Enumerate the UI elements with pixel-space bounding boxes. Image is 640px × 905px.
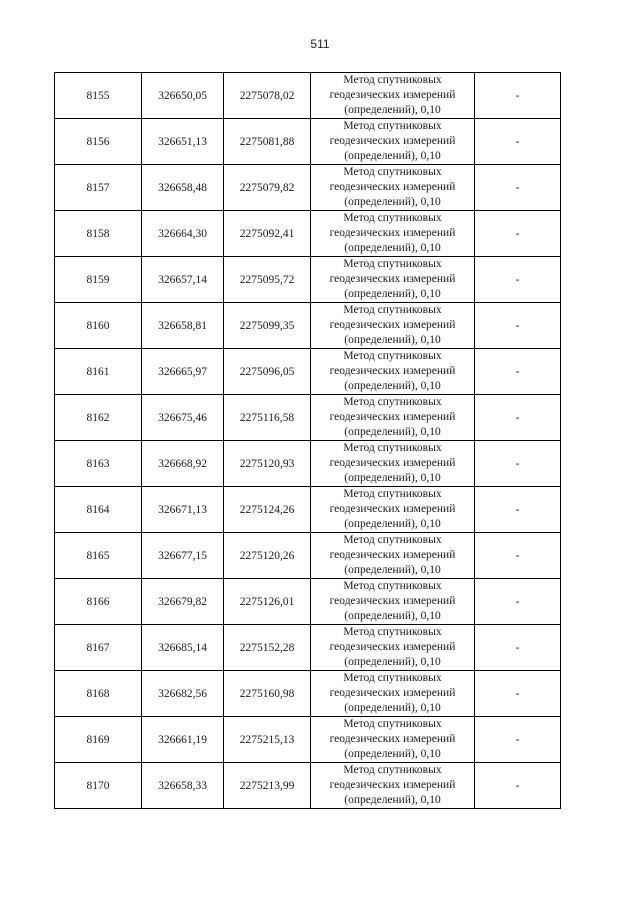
table-row [55, 717, 561, 763]
table-row [55, 257, 561, 303]
method-line: (определений), 0,10 [344, 656, 441, 668]
method-line: Метод спутниковых [343, 304, 442, 316]
coordinates-table-body [55, 73, 561, 809]
point-number-cell: 8161 [55, 349, 142, 395]
method-line: Метод спутниковых [343, 626, 442, 638]
method-cell [311, 303, 475, 349]
method-line: геодезических измерений [329, 549, 456, 561]
x-coordinate-cell: 326682,56 [142, 671, 224, 717]
method-line: (определений), 0,10 [344, 702, 441, 714]
table-row [55, 73, 561, 119]
method-line: (определений), 0,10 [344, 380, 441, 392]
note-cell: - [475, 533, 561, 579]
method-line: (определений), 0,10 [344, 472, 441, 484]
method-line: геодезических измерений [329, 641, 456, 653]
x-coordinate-cell: 326650,05 [142, 73, 224, 119]
method-cell [311, 119, 475, 165]
method-line: (определений), 0,10 [344, 426, 441, 438]
y-coordinate-cell: 2275215,13 [224, 717, 311, 763]
x-coordinate-cell: 326665,97 [142, 349, 224, 395]
note-cell: - [475, 763, 561, 809]
point-number-cell: 8162 [55, 395, 142, 441]
y-coordinate-cell: 2275099,35 [224, 303, 311, 349]
method-cell [311, 395, 475, 441]
method-line: (определений), 0,10 [344, 242, 441, 254]
method-line: (определений), 0,10 [344, 794, 441, 806]
note-cell: - [475, 625, 561, 671]
method-cell [311, 671, 475, 717]
method-line: геодезических измерений [329, 365, 456, 377]
method-line: геодезических измерений [329, 227, 456, 239]
table-row [55, 763, 561, 809]
method-line: геодезических измерений [329, 457, 456, 469]
point-number-cell: 8164 [55, 487, 142, 533]
table-row [55, 671, 561, 717]
method-cell [311, 717, 475, 763]
method-line: Метод спутниковых [343, 396, 442, 408]
method-line: (определений), 0,10 [344, 564, 441, 576]
y-coordinate-cell: 2275160,98 [224, 671, 311, 717]
method-line: Метод спутниковых [343, 350, 442, 362]
table-row [55, 303, 561, 349]
method-line: Метод спутниковых [343, 120, 442, 132]
method-line: геодезических измерений [329, 687, 456, 699]
method-line: геодезических измерений [329, 779, 456, 791]
note-cell: - [475, 717, 561, 763]
method-line: (определений), 0,10 [344, 150, 441, 162]
method-line: Метод спутниковых [343, 74, 442, 86]
x-coordinate-cell: 326679,82 [142, 579, 224, 625]
point-number-cell: 8156 [55, 119, 142, 165]
table-row [55, 119, 561, 165]
method-cell [311, 257, 475, 303]
x-coordinate-cell: 326658,81 [142, 303, 224, 349]
method-line: (определений), 0,10 [344, 610, 441, 622]
method-line: геодезических измерений [329, 733, 456, 745]
method-line: Метод спутниковых [343, 442, 442, 454]
y-coordinate-cell: 2275213,99 [224, 763, 311, 809]
note-cell: - [475, 257, 561, 303]
method-line: Метод спутниковых [343, 258, 442, 270]
note-cell: - [475, 395, 561, 441]
y-coordinate-cell: 2275079,82 [224, 165, 311, 211]
table-row [55, 533, 561, 579]
method-line: геодезических измерений [329, 595, 456, 607]
x-coordinate-cell: 326658,33 [142, 763, 224, 809]
point-number-cell: 8169 [55, 717, 142, 763]
point-number-cell: 8165 [55, 533, 142, 579]
method-line: Метод спутниковых [343, 166, 442, 178]
method-cell [311, 487, 475, 533]
method-line: Метод спутниковых [343, 764, 442, 776]
point-number-cell: 8166 [55, 579, 142, 625]
table-row [55, 395, 561, 441]
page-number: 511 [310, 37, 330, 51]
note-cell: - [475, 165, 561, 211]
x-coordinate-cell: 326658,48 [142, 165, 224, 211]
method-cell [311, 211, 475, 257]
table-row [55, 579, 561, 625]
table-row [55, 625, 561, 671]
y-coordinate-cell: 2275124,26 [224, 487, 311, 533]
table-row [55, 211, 561, 257]
note-cell: - [475, 671, 561, 717]
x-coordinate-cell: 326685,14 [142, 625, 224, 671]
y-coordinate-cell: 2275092,41 [224, 211, 311, 257]
method-line: (определений), 0,10 [344, 518, 441, 530]
method-line: Метод спутниковых [343, 488, 442, 500]
x-coordinate-cell: 326668,92 [142, 441, 224, 487]
table-row [55, 441, 561, 487]
y-coordinate-cell: 2275096,05 [224, 349, 311, 395]
x-coordinate-cell: 326677,15 [142, 533, 224, 579]
method-cell [311, 441, 475, 487]
method-cell [311, 349, 475, 395]
y-coordinate-cell: 2275116,58 [224, 395, 311, 441]
method-line: геодезических измерений [329, 181, 456, 193]
note-cell: - [475, 441, 561, 487]
note-cell: - [475, 73, 561, 119]
method-line: (определений), 0,10 [344, 748, 441, 760]
y-coordinate-cell: 2275120,93 [224, 441, 311, 487]
method-line: Метод спутниковых [343, 534, 442, 546]
x-coordinate-cell: 326661,19 [142, 717, 224, 763]
method-line: (определений), 0,10 [344, 104, 441, 116]
point-number-cell: 8155 [55, 73, 142, 119]
method-line: Метод спутниковых [343, 718, 442, 730]
x-coordinate-cell: 326664,30 [142, 211, 224, 257]
table-row [55, 165, 561, 211]
y-coordinate-cell: 2275120,26 [224, 533, 311, 579]
note-cell: - [475, 349, 561, 395]
note-cell: - [475, 487, 561, 533]
point-number-cell: 8160 [55, 303, 142, 349]
method-cell [311, 533, 475, 579]
table-row [55, 487, 561, 533]
note-cell: - [475, 211, 561, 257]
y-coordinate-cell: 2275126,01 [224, 579, 311, 625]
method-line: Метод спутниковых [343, 212, 442, 224]
y-coordinate-cell: 2275078,02 [224, 73, 311, 119]
point-number-cell: 8168 [55, 671, 142, 717]
table-row [55, 349, 561, 395]
method-cell [311, 73, 475, 119]
x-coordinate-cell: 326671,13 [142, 487, 224, 533]
method-line: геодезических измерений [329, 411, 456, 423]
x-coordinate-cell: 326675,46 [142, 395, 224, 441]
method-cell [311, 763, 475, 809]
y-coordinate-cell: 2275095,72 [224, 257, 311, 303]
point-number-cell: 8167 [55, 625, 142, 671]
point-number-cell: 8158 [55, 211, 142, 257]
method-line: геодезических измерений [329, 273, 456, 285]
coordinates-table [54, 72, 561, 809]
y-coordinate-cell: 2275152,28 [224, 625, 311, 671]
method-line: геодезических измерений [329, 503, 456, 515]
x-coordinate-cell: 326657,14 [142, 257, 224, 303]
method-line: геодезических измерений [329, 89, 456, 101]
x-coordinate-cell: 326651,13 [142, 119, 224, 165]
method-line: Метод спутниковых [343, 580, 442, 592]
note-cell: - [475, 579, 561, 625]
method-line: (определений), 0,10 [344, 196, 441, 208]
method-line: Метод спутниковых [343, 672, 442, 684]
point-number-cell: 8157 [55, 165, 142, 211]
point-number-cell: 8163 [55, 441, 142, 487]
point-number-cell: 8159 [55, 257, 142, 303]
point-number-cell: 8170 [55, 763, 142, 809]
note-cell: - [475, 119, 561, 165]
method-cell [311, 579, 475, 625]
method-line: геодезических измерений [329, 319, 456, 331]
method-line: (определений), 0,10 [344, 288, 441, 300]
note-cell: - [475, 303, 561, 349]
method-line: геодезических измерений [329, 135, 456, 147]
method-line: (определений), 0,10 [344, 334, 441, 346]
y-coordinate-cell: 2275081,88 [224, 119, 311, 165]
method-cell [311, 165, 475, 211]
method-cell [311, 625, 475, 671]
